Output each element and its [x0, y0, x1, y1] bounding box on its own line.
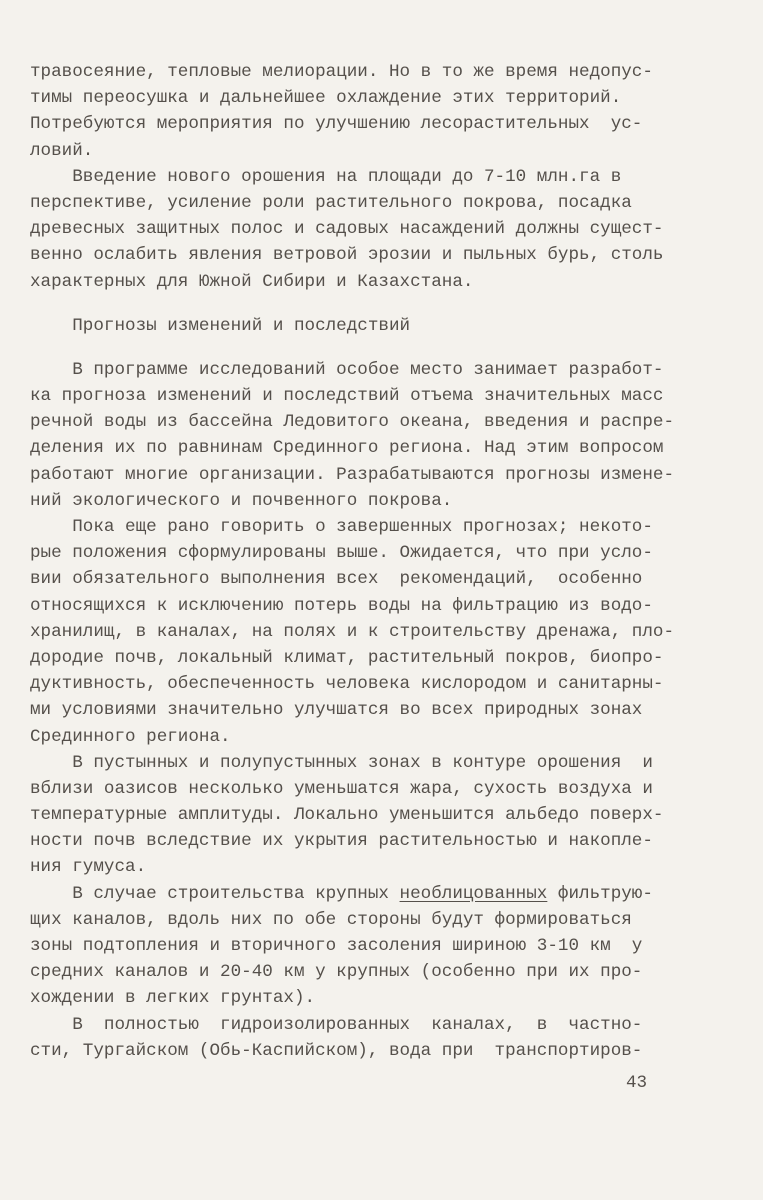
text-line: В программе исследований особое место занимает разработ- — [30, 359, 664, 380]
text-line: ловий. — [30, 140, 94, 161]
text-line: щих каналов, вдоль них по обе стороны будут формироваться — [30, 909, 632, 930]
paragraph-block-1 — [30, 59, 750, 295]
text-line: перспективе, усиление роли растительного покрова, посадка — [30, 192, 632, 213]
text-line: средних каналов и 20-40 км у крупных (особенно при их про- — [30, 962, 643, 983]
text-line: В полностью гидроизолированных каналах, в частно- — [30, 1014, 643, 1035]
text-line: деления их по равнинам Срединного региона. Над этим вопросом — [30, 438, 664, 459]
text-line: работают многие организации. Разрабатываются прогнозы измене- — [30, 464, 675, 485]
text-line: температурные амплитуды. Локально уменьшится альбедо поверх- — [30, 805, 664, 826]
text-line: характерных для Южной Сибири и Казахстана. — [30, 271, 474, 292]
text-line: рые положения сформулированы выше. Ожидается, что при усло- — [30, 543, 653, 564]
spacer — [30, 295, 750, 313]
text-line: ности почв вследствие их укрытия растительностью и накопле- — [30, 831, 653, 852]
text-line: хождении в легких грунтах). — [30, 988, 316, 1009]
text-line: Срединного региона. — [30, 726, 231, 747]
text-line: речной воды из бассейна Ледовитого океана, введения и распре- — [30, 412, 675, 433]
text-line: дородие почв, локальный климат, растительный покров, биопро- — [30, 647, 664, 668]
text-line: Пока еще рано говорить о завершенных прогнозах; некото- — [30, 517, 653, 537]
text-line: В пустынных и полупустынных зонах в контуре орошения и — [30, 752, 653, 773]
text-line: хранилищ, в каналах, на полях и к строительству дренажа, пло- — [30, 621, 675, 642]
document-body — [30, 59, 750, 1064]
text-segment: В случае строительства крупных — [30, 883, 400, 904]
text-line: относящихся к исключению потерь воды на фильтрацию из водо- — [30, 595, 653, 616]
page-number: 43 — [626, 1073, 648, 1093]
text-line: ка прогноза изменений и последствий отъема значительных масс — [30, 386, 664, 407]
text-line: тимы переосушка и дальнейшее охлаждение этих территорий. — [30, 88, 622, 109]
underlined-word: необлицованных — [399, 883, 548, 904]
text-line: сти, Тургайском (Обь-Каспийском), вода при транспортиров- — [30, 1040, 643, 1061]
text-line: травосеяние, тепловые мелиорации. Но в то же время недопус- — [30, 62, 653, 82]
paragraph-block-3 — [30, 907, 750, 1064]
text-line: венно ослабить явления ветровой эрозии и пыльных бурь, столь — [30, 245, 664, 266]
section-heading: Прогнозы изменений и последствий — [30, 315, 411, 336]
text-line: ния гумуса. — [30, 857, 147, 878]
text-line — [30, 881, 750, 907]
text-line: Введение нового орошения на площади до 7-10 млн.га в — [30, 166, 622, 187]
text-line: ми условиями значительно улучшатся во всех природных зонах — [30, 700, 643, 721]
spacer — [30, 339, 750, 357]
text-line: дуктивность, обеспеченность человека кислородом и санитарны- — [30, 674, 664, 695]
paragraph-block-2 — [30, 357, 750, 881]
text-line: вблизи оазисов несколько уменьшатся жара, сухость воздуха и — [30, 778, 653, 799]
text-line: ний экологического и почвенного покрова. — [30, 490, 453, 511]
text-line: Потребуются мероприятия по улучшению лесорастительных ус- — [30, 114, 643, 135]
text-line: вии обязательного выполнения всех рекомендаций, особенно — [30, 569, 643, 590]
text-line: древесных защитных полос и садовых насаждений должны сущест- — [30, 219, 664, 240]
text-line: зоны подтопления и вторичного засоления шириною 3-10 км у — [30, 936, 643, 956]
text-segment: фильтрую- — [547, 883, 653, 904]
